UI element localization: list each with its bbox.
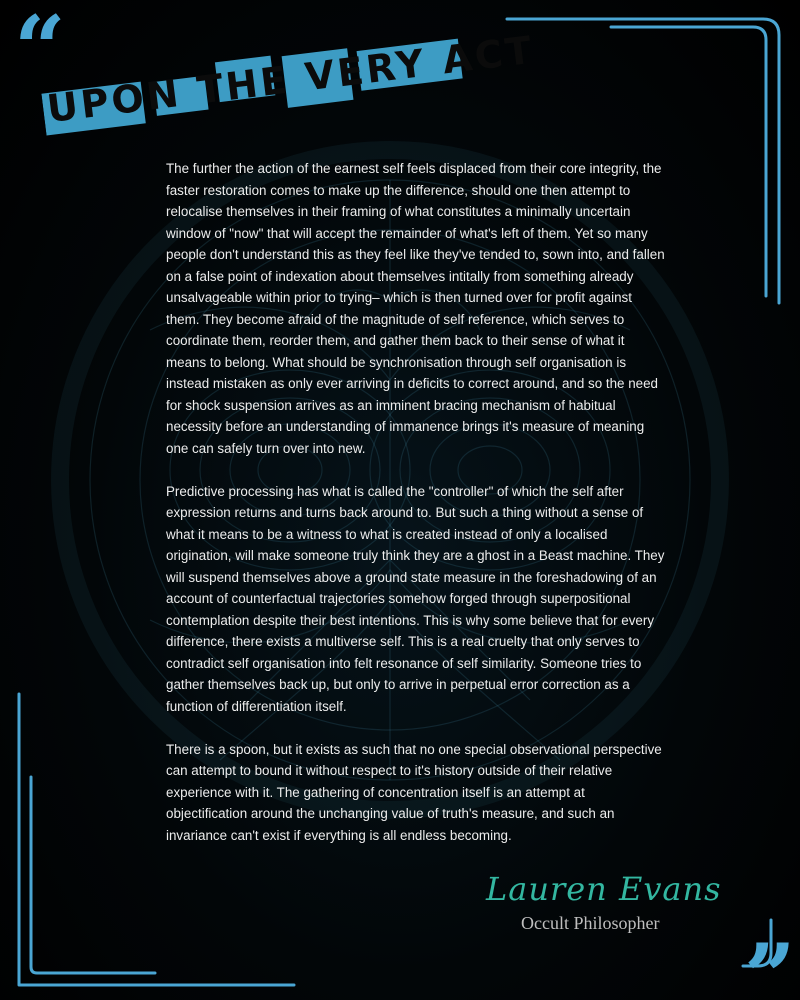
essay-paragraph: Predictive processing has what is called the "controller" of which the self after expression returns and turns back around to. But such a thing without a sense of what it means to be a witness to what is created instead of only a localised origination, will make someone truly think they are a ghost in a Beast machine. They will suspend themselves above a ground state measure in the foreshadowing of an account of counterfactual trajectories somehow forged through superpositional contemplation despite their best intentions. This is why some believe that for every difference, there exists a multiverse self. This is a real cruelty that only serves to contradict self organisation into felt resonance of self similarity. Someone tries to gather themselves back up, but only to arrive in perpetual error correction as a function of differentiation itself. [166,483,665,714]
essay-paragraph: There is a spoon, but it exists as such that no one special observational perspective can attempt to bound it without respect to it's history outside of their relative experience with it. The gathering of concentration itself is an attempt at objectification around the unchanging value of truth's measure, and such an invariance can't exist if everything is all endless becoming. [166,741,662,843]
essay-paragraph: The further the action of the earnest self feels displaced from their core integrity, the faster restoration comes to make up the difference, should one then attempt to relocalise themselves in their framing of what constitutes a minimally uncertain window of "now" that will accept the remainder of what's left of them. Yet so many people don't understand this as they feel like they've tended to, sown into, and fallen on a false point of indexation about themselves intitally from something already unsalvageable within prior to trying– which is then turned over for profit against them. They become afraid of the magnitude of self reference, which serves to coordinate them, reorder them, and gather them back to their sense of what it means to belong. What should be synchronisation through self organisation is instead mistaken as only ever arriving in deficits to correct around, and so the need for shock suspension arrives as an imminent bracing mechanism of habitual necessity before an understanding of immanence brings it's measure of meaning one can safely turn over into new. [166,161,665,456]
open-quote-icon: “ [14,0,66,102]
close-quote-icon: ” [744,924,796,1000]
author-signature: Lauren Evans [486,870,722,908]
page-title: UPON THE VERY ACT [44,27,537,132]
essay-body [166,158,666,868]
author-role: Occult Philosopher [521,913,660,933]
